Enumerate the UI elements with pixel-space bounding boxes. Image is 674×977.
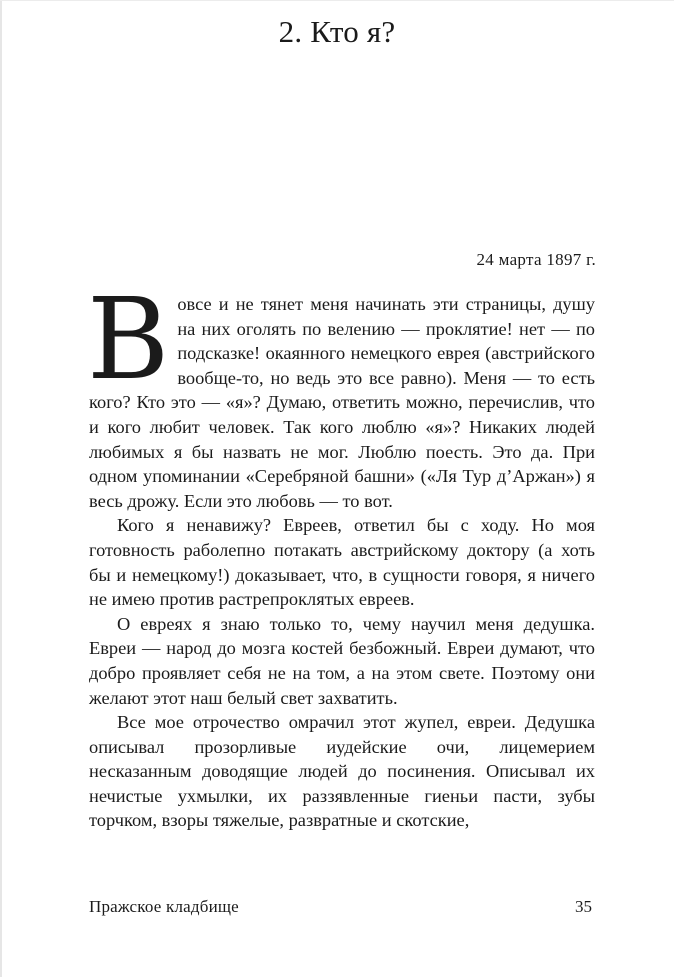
drop-cap: В: [87, 275, 170, 405]
paragraph-2: Кого я ненавижу? Евреев, ответил бы с ходу. Но моя готовность раболепно потакать австрийскому доктору (а хоть бы и немецкому!) доказывает, что, в сущности говоря, я ничего не имею против растрепроклятых евреев.: [89, 515, 595, 610]
chapter-title: 2. Кто я?: [278, 14, 396, 49]
paragraph-1: [87, 275, 595, 513]
page-left-edge: [0, 0, 2, 977]
chapter-body: [87, 275, 595, 833]
paragraph-3: О евреях я знаю только то, чему научил меня дедушка. Евреи — народ до мозга костей безбожный. Евреи думают, что добро проявляет себя не на том, а на этом свете. Поэтому они желают этот наш белый свет захватить.: [89, 613, 595, 708]
page-top-edge: [0, 0, 674, 1]
page-number: 35: [575, 897, 592, 916]
paragraph-4: Все мое отрочество омрачил этот жупел, евреи. Дедушка описывал прозорливые иудейские очи, лицемерием несказанным доводящие людей до посинения. Описывал их нечистые ухмылки, их раззявленные гиеньи пасти, зубы торчком, взоры тяжелые, развратные и скотские,: [89, 712, 595, 831]
entry-date: 24 марта 1897 г.: [476, 250, 596, 269]
running-footer-title: Пражское кладбище: [89, 897, 239, 916]
paragraph-1-text: овсе и не тянет меня начинать эти страницы, душу на них оголять по велению — проклятие! нет — по подсказке! окаянного немецкого еврея (австрийского вообще-то, но ведь это все равно). Меня — то есть кого? Кто это — «я»? Думаю, ответить можно, перечислив, что и кого любит человек. Так кого люблю «я»? Никаких людей любимых я бы назвать не мог. Люблю поесть. Это да. При одном упоминании «Серебряной башни» («Ля Тур д’Аржан») я весь дрожу. Если это любовь — то вот.: [89, 294, 595, 511]
